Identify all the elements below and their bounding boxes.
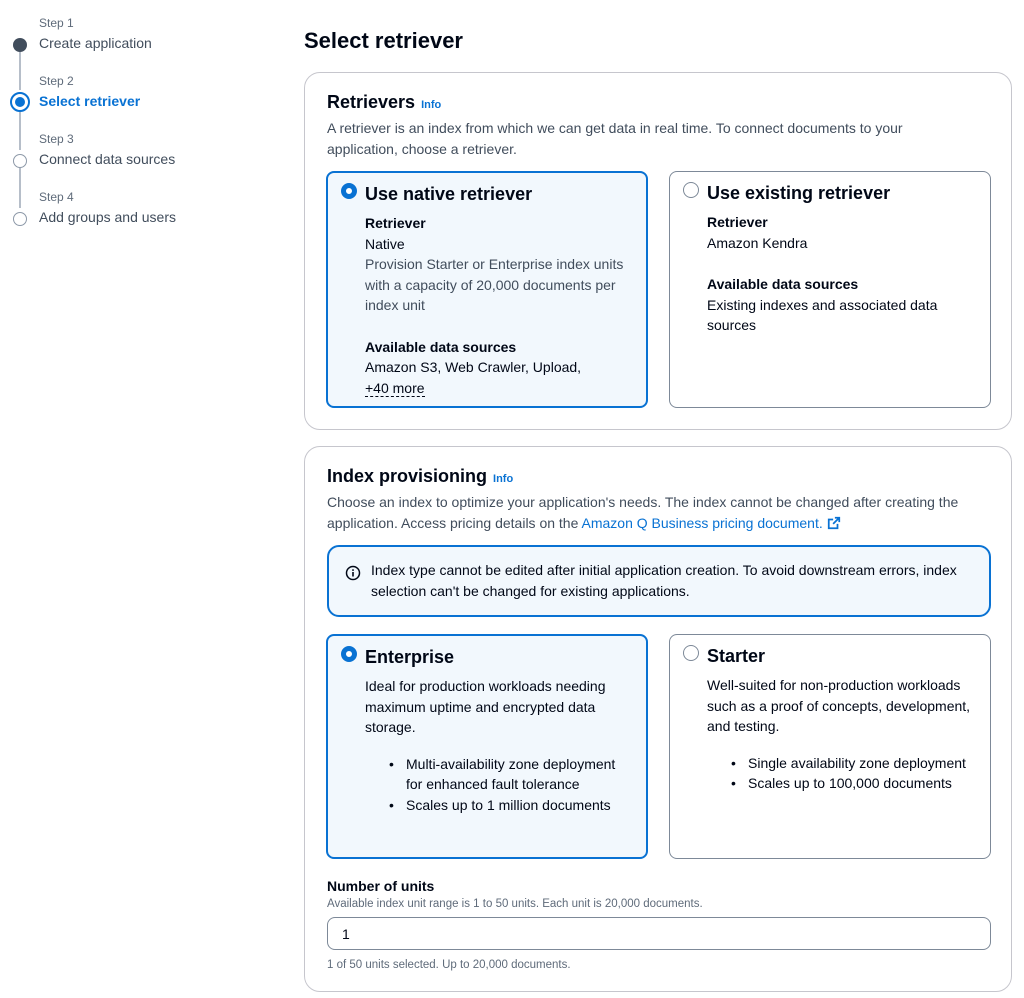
description-text: Choose an index to optimize your application's needs. The index cannot be changed after creating the application. Access pricing details on the [327,494,959,531]
step-completed-icon [13,38,27,52]
radio-unselected-icon[interactable] [683,645,699,661]
existing-retriever-tile[interactable] [669,171,991,408]
info-alert [327,545,991,617]
external-link-icon[interactable] [827,516,841,530]
sources-value: Existing indexes and associated data sources [707,296,938,333]
step-title: Add groups and users [39,209,176,225]
enterprise-index-tile[interactable] [326,634,648,859]
feature-item: • Scales up to 1 million documents [389,795,635,816]
wizard-step-3 [0,116,260,172]
units-input[interactable] [327,917,991,950]
step-upcoming-icon [13,212,27,226]
pricing-document-link[interactable]: Amazon Q Business pricing document. [581,515,823,531]
sources-label: Available data sources [365,338,517,355]
native-retriever-tile[interactable] [326,171,648,408]
index-provisioning-heading [327,466,513,487]
step-title: Connect data sources [39,151,176,167]
wizard-step-4 [0,174,260,230]
feature-item: • Scales up to 100,000 documents [731,773,977,794]
index-provisioning-heading-text: Index provisioning [327,466,488,486]
retrievers-info-link[interactable]: Info [421,99,442,111]
step-current-icon [10,92,30,112]
retrievers-heading-text: Retrievers [327,92,416,112]
step-title[interactable]: Create application [39,35,152,51]
feature-list [707,753,977,794]
retriever-label: Retriever [365,215,426,231]
radio-unselected-icon[interactable] [683,182,699,198]
units-hint: 1 of 50 units selected. Up to 20,000 documents. [327,959,571,971]
starter-index-tile[interactable] [669,634,991,859]
retriever-value: Amazon Kendra [707,234,808,251]
tile-description: Well-suited for non-production workloads such as a proof of concepts, development, and testing. [707,677,971,734]
wizard-step-2[interactable] [0,58,260,114]
index-provisioning-container [304,446,1012,992]
tile-title: Enterprise [365,647,455,667]
tile-title: Use native retriever [365,184,533,204]
step-title: Select retriever [39,93,141,109]
step-number: Step 3 [39,132,74,146]
alert-text: Index type cannot be edited after initial application creation. To avoid downstream errors, index selection can't be changed for existing applications. [371,562,957,599]
sources-value: Amazon S3, Web Crawler, Upload, [365,359,582,375]
units-description: Available index unit range is 1 to 50 units. Each unit is 20,000 documents. [327,898,703,910]
tile-title: Use existing retriever [707,183,891,203]
tile-body [365,676,635,815]
tile-body [707,212,967,336]
step-upcoming-icon [13,154,27,168]
retrievers-heading [327,92,441,113]
page-title: Select retriever [304,28,463,53]
info-icon [345,565,361,581]
retriever-detail: Provision Starter or Enterprise index units with a capacity of 20,000 documents per index unit [365,256,624,313]
units-label: Number of units [327,878,435,894]
more-sources-popover[interactable]: +40 more [365,379,425,396]
retrievers-description: A retriever is an index from which we can get data in real time. To connect documents to your application, choose a retriever. [327,120,903,157]
feature-item: • Multi-availability zone deployment for enhanced fault tolerance [389,754,635,795]
step-number: Step 4 [39,190,74,204]
step-number: Step 1 [39,16,74,30]
radio-selected-icon[interactable] [341,646,357,662]
retriever-value: Native [365,235,405,252]
index-info-link[interactable]: Info [493,473,514,485]
step-number: Step 2 [39,74,74,88]
sources-label: Available data sources [707,276,859,292]
wizard-steps [0,0,280,260]
wizard-step-1[interactable] [0,0,260,56]
feature-item: • Single availability zone deployment [731,753,977,774]
feature-list [365,754,635,816]
tile-body [707,675,977,794]
retriever-label: Retriever [707,214,768,230]
tile-body [365,213,625,398]
tile-description: Ideal for production workloads needing maximum uptime and encrypted data storage. [365,678,606,735]
tile-title: Starter [707,646,766,666]
index-provisioning-description [327,492,967,534]
retrievers-container [304,72,1012,430]
radio-selected-icon[interactable] [341,183,357,199]
